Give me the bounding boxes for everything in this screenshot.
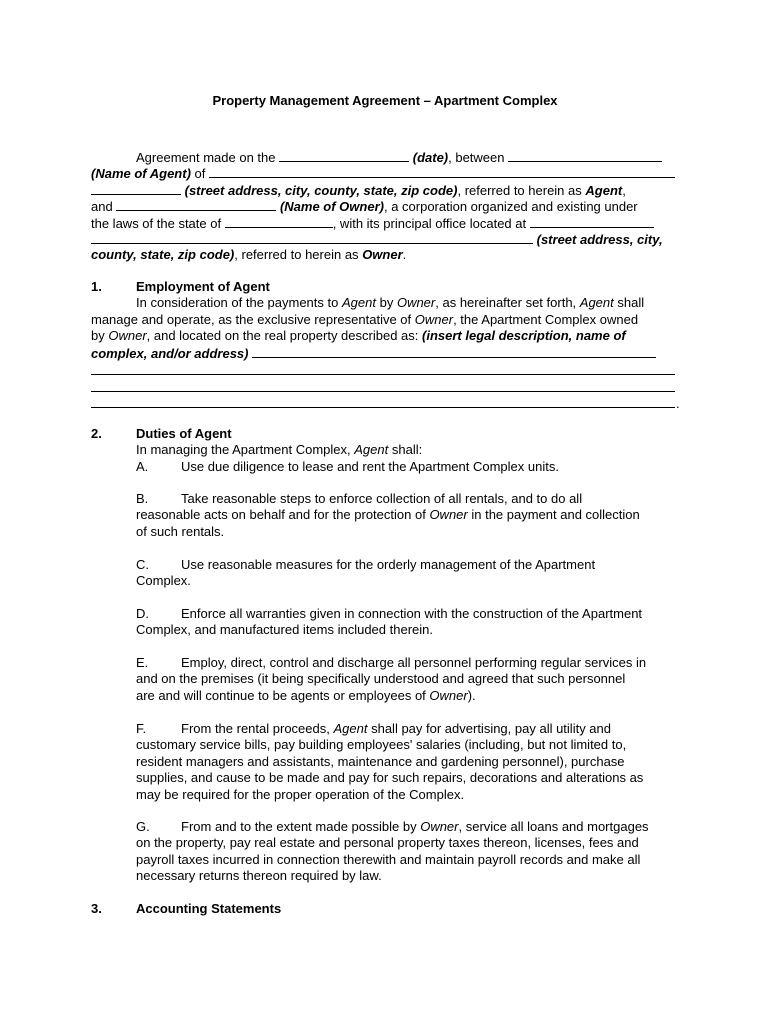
section-heading: Employment of Agent	[136, 279, 270, 294]
legal-description-blank-3[interactable]	[91, 391, 675, 392]
duty-item-c: C. Use reasonable measures for the orderly management of the Apartment Complex.	[136, 557, 596, 589]
duty-item-b: B. Take reasonable steps to enforce collection of all rentals, and to do all reasonable acts on behalf and for the protection of Owner in the payment and collection of such rentals.	[136, 491, 640, 539]
agent-address-blank-2[interactable]	[91, 182, 181, 195]
agent-address-blank-1[interactable]	[209, 165, 675, 178]
section-employment-of-agent: 1. Employment of Agent In consideration of the payments to Agent by Owner, as hereinafter set forth, Agent shall manage and operate, as the exclusive representative of Owner, the Apartment Complex owned by Owner, and located on the real property described as: (insert legal description, name of complex, and/or address)	[91, 279, 677, 361]
owner-address-blank-2[interactable]	[91, 231, 533, 244]
duty-item-f: F. From the rental proceeds, Agent shall pay for advertising, pay all utility and customary service bills, pay building employees' salaries (including, but not limited to, resident managers and assistants, maintenance and gardening personnel), purchase supplies, and cause to be made and pay for such repairs, decorations and alterations as may be required for the proper operation of the Complex.	[136, 721, 644, 802]
owner-address-blank-1[interactable]	[530, 215, 654, 228]
owner-name-blank[interactable]	[116, 198, 276, 211]
duty-item-e: E. Employ, direct, control and discharge all personnel performing regular services in and on the premises (it being specifically understood and agreed that such personnel are and will continue to be agents or employees of Owner).	[136, 655, 647, 703]
duty-item-g: G. From and to the extent made possible by Owner, service all loans and mortgages on the property, pay real estate and personal property taxes thereon, licenses, fees and payroll taxes incurred in connection therewith and maintain payroll records and make all necessary returns thereon required by law.	[136, 819, 649, 884]
section-heading: Accounting Statements	[136, 901, 282, 916]
intro-paragraph: Agreement made on the (date), between (Name of Agent) of (street address, city, county, state, zip code), referred to herein as Agent, and (Name of Owner), a corporation organized and existing under the laws of the state of , with its principal office located at (street address, city, county, state, zip code), referred to herein as Owner.	[91, 149, 677, 264]
duty-item-d: D. Enforce all warranties given in connection with the construction of the Apartment Complex, and manufactured items included therein.	[136, 606, 643, 638]
legal-description-blank-2[interactable]	[91, 374, 675, 375]
state-blank[interactable]	[225, 215, 333, 228]
date-blank[interactable]	[279, 149, 409, 162]
agent-name-blank[interactable]	[508, 149, 662, 162]
legal-description-blank-4[interactable]	[91, 407, 675, 408]
document-page: Property Management Agreement – Apartment Complex Agreement made on the (date), between (Name of Agent) of (street address, city, county, state, zip code), referred to herein as Agent, and (Name of Owner), a corporation organized and existing under the laws of the state of , with its principal office located at (street address, city, county, state, zip code), referred to herein as Owner. 1. Employment of Agent In consideration of the payments to Agent by Owner, as hereinafter set forth, Agent shall manage and operate, as the exclusive representative of Owner, the Apartment Complex owned by Owner, and located on the real property described as: (insert legal description, name of complex, and/or address) . 2. Duties of Agent In managing the Apartment Complex, Agent shall: A. Use due diligence to lease and rent the Apartment Complex units. B. Take reasonable steps to enforce collection of all rentals, and to do all reasonable acts on behalf and for the protection of Owner in the payment and collection of such rentals. C. Use reasonable measures for the orderly management of the Apartment Complex. D. Enforce all warranties given in connection with the construction of the Apartment Complex, and manufactured items included therein. E. Employ, direct, control and discharge all personnel performing regular services in and on the premises (it being specifically understood and agreed that such personnel are and will continue to be agents or employees of Owner). F. From the rental proceeds, Agent shall pay for advertising, pay all utility and customary service bills, pay building employees' salaries (including, but not limited to, resident managers and assistants, maintenance and gardening personnel), purchase supplies, and cause to be made and pay for such repairs, decorations and alterations as may be required for the proper operation of the Complex. G. From and to the extent made possible by Owner, service all loans and mortgages on the property, pay real estate and personal property taxes thereon, licenses, fees and payroll taxes incurred in connection therewith and maintain payroll records and make all necessary returns thereon required by law. 3. Accounting Statements	[0, 0, 770, 1024]
section-heading: Duties of Agent	[136, 426, 232, 441]
page-title: Property Management Agreement – Apartment Complex	[212, 93, 558, 108]
section-accounting-statements: 3. Accounting Statements	[91, 901, 282, 916]
section-duties-of-agent: 2. Duties of Agent In managing the Apartment Complex, Agent shall: A. Use due diligence to lease and rent the Apartment Complex units.	[91, 426, 677, 475]
duty-item-a: A. Use due diligence to lease and rent the Apartment Complex units.	[136, 458, 559, 474]
legal-description-blank-1[interactable]	[252, 345, 656, 358]
